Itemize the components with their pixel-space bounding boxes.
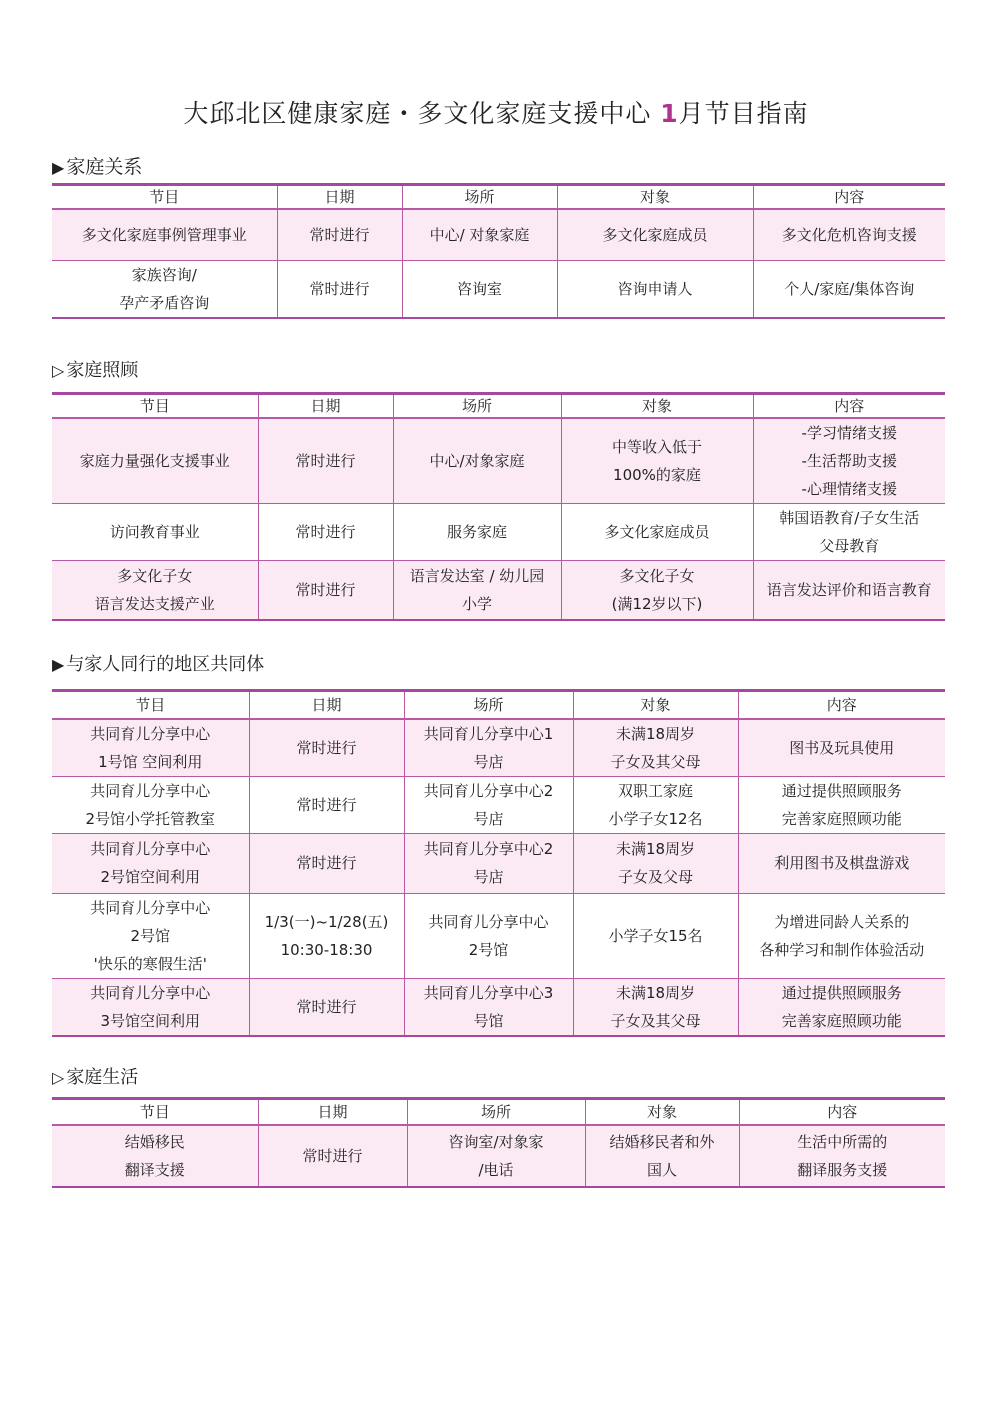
table-family-care xyxy=(52,392,945,621)
section-title: 家庭照顾 xyxy=(66,360,139,381)
place-cell xyxy=(404,893,573,978)
target-cell xyxy=(561,418,753,504)
place-cell xyxy=(404,978,573,1036)
table-family-relations xyxy=(52,183,945,319)
date-cell xyxy=(258,560,393,620)
content-cell xyxy=(738,719,945,777)
cell-line: 共同育儿分享中心 xyxy=(90,983,211,1002)
cell-line: 中心/对象家庭 xyxy=(429,451,525,470)
date-cell xyxy=(258,1125,407,1187)
column-header: 场所 xyxy=(402,185,557,209)
cell-line: -心理情绪支援 xyxy=(801,479,897,498)
cell-line: 2号馆空间利用 xyxy=(100,868,201,886)
cell-line: 通过提供照顾服务 xyxy=(781,983,902,1002)
title-suffix: 月节目指南 xyxy=(678,99,809,128)
target-cell xyxy=(573,833,738,893)
cell-line: 号店 xyxy=(473,868,504,886)
cell-line: 国人 xyxy=(646,1160,677,1179)
program-cell xyxy=(52,833,249,893)
cell-line: '快乐的寒假生活' xyxy=(93,954,207,973)
column-header: 场所 xyxy=(404,691,573,719)
cell-line: 翻译支援 xyxy=(124,1160,185,1179)
content-cell xyxy=(739,1125,945,1187)
column-header: 对象 xyxy=(561,394,753,418)
cell-line: 10:30-18:30 xyxy=(280,940,373,959)
column-header: 内容 xyxy=(753,394,945,418)
cell-line: 未满18周岁 xyxy=(615,983,696,1002)
column-header: 内容 xyxy=(738,691,945,719)
cell-line: 号店 xyxy=(473,752,504,771)
place-cell xyxy=(407,1125,585,1187)
place-cell xyxy=(404,833,573,893)
cell-line: 各种学习和制作体验活动 xyxy=(759,940,925,959)
content-cell xyxy=(753,503,945,560)
cell-line: 常时进行 xyxy=(309,280,370,298)
cell-line: 共同育儿分享中心 xyxy=(90,781,211,800)
target-cell xyxy=(561,560,753,620)
cell-line: 多文化子女 xyxy=(117,566,193,585)
column-header: 内容 xyxy=(739,1099,945,1125)
program-cell xyxy=(52,209,277,261)
cell-line: 小学子女12名 xyxy=(608,809,703,828)
cell-line: 号店 xyxy=(473,809,504,828)
target-cell xyxy=(557,209,753,261)
play-filled-icon: ▶ xyxy=(52,655,65,674)
cell-line: 常时进行 xyxy=(295,522,356,541)
page-title xyxy=(0,94,992,130)
table-row xyxy=(52,209,945,261)
cell-line: 家庭力量强化支援事业 xyxy=(79,451,230,470)
target-cell xyxy=(573,719,738,777)
program-cell xyxy=(52,560,258,620)
cell-line: 1号馆 空间利用 xyxy=(98,752,203,771)
content-cell xyxy=(738,893,945,978)
cell-line: 父母教育 xyxy=(819,536,880,555)
table-row xyxy=(52,418,945,504)
column-header: 场所 xyxy=(393,394,561,418)
table-row xyxy=(52,833,945,893)
cell-line: 结婚移民者和外 xyxy=(609,1132,715,1151)
cell-line: 双职工家庭 xyxy=(617,781,693,800)
program-cell xyxy=(52,418,258,504)
cell-line: 子女及父母 xyxy=(617,868,693,886)
table-header-row xyxy=(52,1099,945,1125)
cell-line: 常时进行 xyxy=(295,580,356,599)
place-cell xyxy=(393,503,561,560)
cell-line: 常时进行 xyxy=(302,1146,363,1165)
cell-line: 共同育儿分享中心 xyxy=(428,912,549,931)
column-header: 对象 xyxy=(573,691,738,719)
cell-line: 共同育儿分享中心 xyxy=(90,724,211,743)
table-row xyxy=(52,560,945,620)
target-cell xyxy=(557,261,753,319)
program-cell xyxy=(52,261,277,319)
content-cell xyxy=(738,776,945,833)
cell-line: 常时进行 xyxy=(296,854,357,872)
date-cell xyxy=(258,418,393,504)
cell-line: 子女及其父母 xyxy=(610,1011,701,1030)
cell-line: 利用图书及棋盘游戏 xyxy=(774,854,910,872)
place-cell xyxy=(402,261,557,319)
cell-line: 2号馆小学托管教室 xyxy=(85,809,216,828)
play-outline-icon: ▷ xyxy=(52,361,65,380)
cell-line: -学习情绪支援 xyxy=(801,423,897,442)
cell-line: 咨询室 xyxy=(456,280,502,298)
column-header: 节目 xyxy=(52,691,249,719)
table-row xyxy=(52,503,945,560)
program-cell xyxy=(52,719,249,777)
cell-line: 多文化危机咨询支援 xyxy=(781,225,917,244)
table-family-life xyxy=(52,1097,945,1188)
column-header: 场所 xyxy=(407,1099,585,1125)
place-cell xyxy=(404,776,573,833)
section-heading-community xyxy=(52,650,264,676)
cell-line: 中心/ 对象家庭 xyxy=(429,225,530,244)
cell-line: 中等收入低于 xyxy=(611,437,702,456)
program-cell xyxy=(52,503,258,560)
cell-line: 生活中所需的 xyxy=(797,1132,888,1151)
program-cell xyxy=(52,893,249,978)
cell-line: 常时进行 xyxy=(296,738,357,757)
cell-line: 翻译服务支援 xyxy=(797,1160,888,1179)
cell-line: 2号馆 xyxy=(468,940,509,959)
cell-line: 结婚移民 xyxy=(124,1132,185,1151)
cell-line: 多文化家庭事例管理事业 xyxy=(81,225,247,244)
date-cell xyxy=(277,209,402,261)
table-header-row xyxy=(52,394,945,418)
cell-line: 号馆 xyxy=(473,1011,504,1030)
cell-line: 语言发达室 / 幼儿园 xyxy=(409,566,545,585)
cell-line: 共同育儿分享中心1 xyxy=(423,724,554,743)
cell-line: 3号馆空间利用 xyxy=(100,1011,201,1030)
content-cell xyxy=(753,418,945,504)
date-cell xyxy=(249,978,404,1036)
place-cell xyxy=(393,560,561,620)
cell-line: 常时进行 xyxy=(296,795,357,814)
cell-line: -生活帮助支援 xyxy=(801,451,897,470)
title-month-number: 1 xyxy=(660,99,679,128)
cell-line: 常时进行 xyxy=(295,451,356,470)
cell-line: 服务家庭 xyxy=(446,522,507,541)
column-header: 节目 xyxy=(52,1099,258,1125)
place-cell xyxy=(402,209,557,261)
cell-line: 1/3(一)~1/28(五) xyxy=(264,912,389,931)
section-title: 家庭生活 xyxy=(66,1067,139,1088)
cell-line: 小学子女15名 xyxy=(608,926,703,945)
section-title: 家庭关系 xyxy=(66,156,143,178)
table-row xyxy=(52,978,945,1036)
cell-line: 多文化家庭成员 xyxy=(602,225,708,244)
cell-line: 图书及玩具使用 xyxy=(789,738,895,757)
column-header: 节目 xyxy=(52,394,258,418)
target-cell xyxy=(573,776,738,833)
column-header: 日期 xyxy=(258,394,393,418)
column-header: 日期 xyxy=(249,691,404,719)
date-cell xyxy=(249,893,404,978)
column-header: 日期 xyxy=(277,185,402,209)
column-header: 节目 xyxy=(52,185,277,209)
section-heading-family-life xyxy=(52,1063,138,1089)
cell-line: 2号馆 xyxy=(130,926,171,945)
play-outline-icon: ▷ xyxy=(52,1068,65,1087)
target-cell xyxy=(573,978,738,1036)
date-cell xyxy=(249,776,404,833)
cell-line: 多文化子女 xyxy=(619,566,695,585)
table-header-row xyxy=(52,185,945,209)
date-cell xyxy=(277,261,402,319)
date-cell xyxy=(249,719,404,777)
column-header: 内容 xyxy=(753,185,945,209)
date-cell xyxy=(249,833,404,893)
cell-line: 共同育儿分享中心 xyxy=(90,840,211,858)
cell-line: 小学 xyxy=(461,594,492,613)
section-heading-family-care xyxy=(52,356,138,382)
cell-line: 咨询室/对象家 xyxy=(448,1132,544,1151)
cell-line: 韩国语教育/子女生活 xyxy=(779,508,920,527)
section-title: 与家人同行的地区共同体 xyxy=(66,654,265,675)
cell-line: 多文化家庭成员 xyxy=(604,522,710,541)
content-cell xyxy=(753,560,945,620)
cell-line: 100%的家庭 xyxy=(613,465,701,484)
column-header: 对象 xyxy=(585,1099,739,1125)
cell-line: 咨询申请人 xyxy=(617,280,693,298)
program-cell xyxy=(52,978,249,1036)
place-cell xyxy=(404,719,573,777)
column-header: 对象 xyxy=(557,185,753,209)
cell-line: 个人/家庭/集体咨询 xyxy=(784,280,915,298)
cell-line: 家族咨询/ xyxy=(131,266,197,284)
table-header-row xyxy=(52,691,945,719)
cell-line: 常时进行 xyxy=(296,997,357,1016)
program-cell xyxy=(52,776,249,833)
section-heading-family-relations xyxy=(52,152,142,179)
target-cell xyxy=(585,1125,739,1187)
cell-line: 未满18周岁 xyxy=(615,840,696,858)
table-row xyxy=(52,1125,945,1187)
title-text: 大邱北区健康家庭・多文化家庭支援中心 xyxy=(183,99,661,128)
cell-line: 常时进行 xyxy=(309,225,370,244)
table-row xyxy=(52,893,945,978)
table-row xyxy=(52,776,945,833)
cell-line: 完善家庭照顾功能 xyxy=(781,809,902,828)
content-cell xyxy=(753,261,945,319)
column-header: 日期 xyxy=(258,1099,407,1125)
content-cell xyxy=(738,833,945,893)
cell-line: 共同育儿分享中心2 xyxy=(423,781,554,800)
content-cell xyxy=(738,978,945,1036)
content-cell xyxy=(753,209,945,261)
cell-line: /电话 xyxy=(478,1160,514,1179)
cell-line: 共同育儿分享中心 xyxy=(90,898,211,917)
cell-line: 未满18周岁 xyxy=(615,724,696,743)
date-cell xyxy=(258,503,393,560)
cell-line: 完善家庭照顾功能 xyxy=(781,1011,902,1030)
table-row xyxy=(52,261,945,319)
cell-line: 语言发达评价和语言教育 xyxy=(766,580,932,599)
place-cell xyxy=(393,418,561,504)
cell-line: (满12岁以下) xyxy=(611,594,703,613)
table-row xyxy=(52,719,945,777)
cell-line: 语言发达支援产业 xyxy=(94,594,215,613)
program-cell xyxy=(52,1125,258,1187)
table-community xyxy=(52,689,945,1037)
cell-line: 共同育儿分享中心3 xyxy=(423,983,554,1002)
cell-line: 孕产矛盾咨询 xyxy=(119,294,210,312)
cell-line: 访问教育事业 xyxy=(109,522,200,541)
target-cell xyxy=(573,893,738,978)
cell-line: 子女及其父母 xyxy=(610,752,701,771)
target-cell xyxy=(561,503,753,560)
cell-line: 为增进同龄人关系的 xyxy=(774,912,910,931)
play-filled-icon: ▶ xyxy=(52,158,65,177)
cell-line: 共同育儿分享中心2 xyxy=(423,840,554,858)
cell-line: 通过提供照顾服务 xyxy=(781,781,902,800)
